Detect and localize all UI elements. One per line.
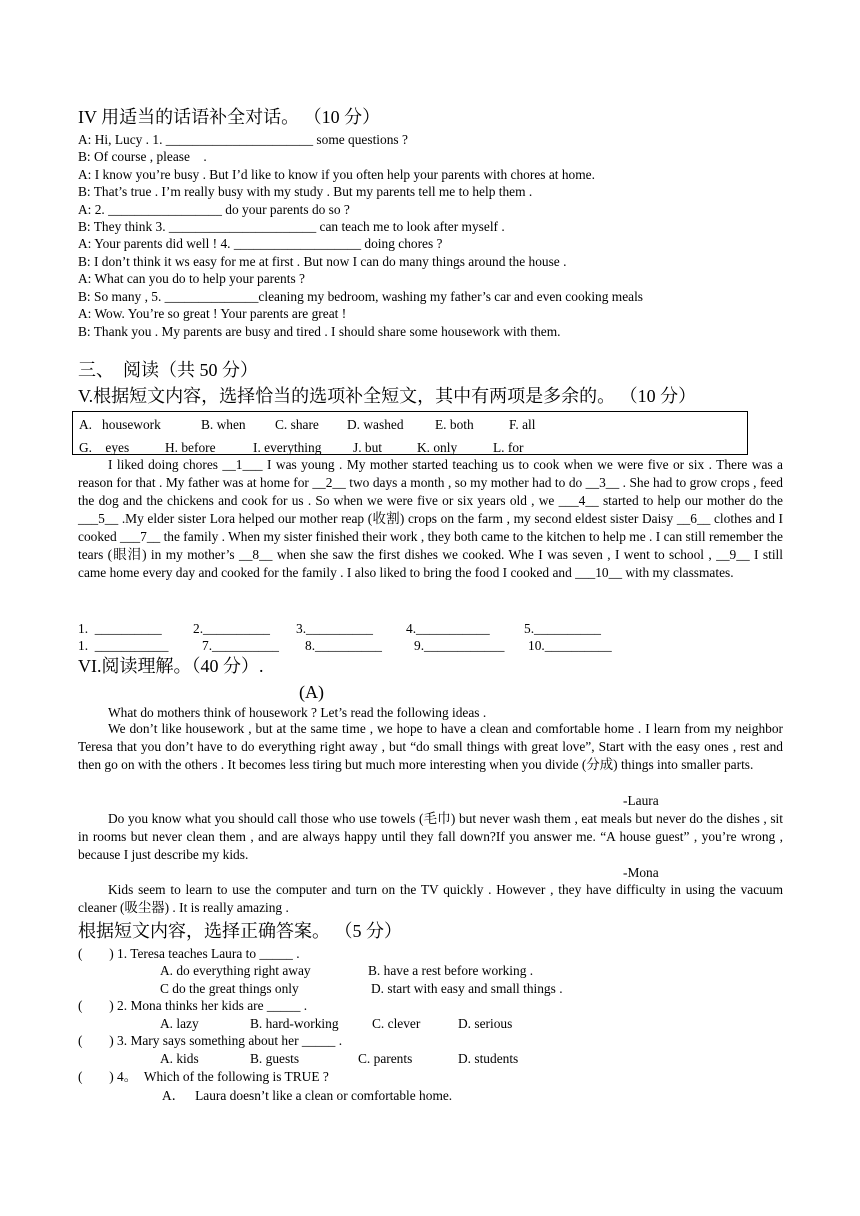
question-4: ( ) 4。 Which of the following is TRUE ? — [78, 1069, 329, 1084]
question-2: ( ) 2. Mona thinks her kids are _____ . — [78, 998, 308, 1013]
choice-option[interactable]: C do the great things only — [160, 981, 299, 996]
paragraph-mona: Do you know what you should call those who use towels (毛巾) but never wash them , eat meals but never do the dishes , sit in rooms but never clean them , and are always happy until they fall down?If you answer me. “A house guest” , you’re wrong , because I just describe my kids. — [78, 811, 783, 862]
answer-blank[interactable]: 1. __________ — [78, 621, 162, 636]
section-5-heading: V.根据短文内容，选择恰当的选项补全短文，其中有两项是多余的。 （10 分） — [78, 386, 697, 406]
dialogue-line: A: I know you’re busy . But I’d like to know if you often help your parents with chores at home. — [78, 167, 595, 182]
choice-option[interactable]: D. students — [458, 1051, 519, 1066]
word-option: B. when — [201, 417, 246, 432]
passage-intro: What do mothers think of housework ? Let’s read the following ideas . — [108, 705, 487, 720]
dialogue-line: B: So many , 5. ______________cleaning my bedroom, washing my father’s car and even cooking meals — [78, 289, 644, 304]
answer-blank[interactable]: 3.__________ — [296, 621, 373, 636]
dialogue-line: B: I don’t think it ws easy for me at first . But now I can do many things around the house . — [78, 254, 567, 269]
question-1: ( ) 1. Teresa teaches Laura to _____ . — [78, 946, 300, 961]
dialogue-line: B: Of course , please . — [78, 149, 207, 164]
choice-option[interactable]: B. guests — [250, 1051, 300, 1066]
answer-blank[interactable]: 7.__________ — [202, 638, 279, 653]
dialogue-line: A: Your parents did well ! 4. ___________________ doing chores ? — [78, 236, 443, 251]
choice-option[interactable]: A. do everything right away — [160, 963, 311, 978]
answer-blank[interactable]: 2.__________ — [193, 621, 270, 636]
questions-heading: 根据短文内容，选择正确答案。 （5 分） — [78, 921, 402, 941]
word-option: D. washed — [347, 417, 404, 432]
word-option: I. everything — [253, 440, 322, 455]
choice-option[interactable]: B. have a rest before working . — [368, 963, 534, 978]
section-4-heading: IV 用适当的话语补全对话。 （10 分） — [78, 107, 381, 127]
paragraph-laura: We don’t like housework , but at the same time , we hope to have a clean and comfortable home . I learn from my neighbor Teresa that you don’t have to do everything right away , but “do small things with great love”, Start with the easy ones , rest and then go on with the others . It becomes less tiring but much more interesting when you divide (分成) things into smaller parts. — [78, 721, 783, 772]
word-option: J. but — [353, 440, 383, 455]
dialogue-line: A: 2. _________________ do your parents do so ? — [78, 202, 350, 217]
answer-blank[interactable]: 5.__________ — [524, 621, 601, 636]
question-3: ( ) 3. Mary says something about her _____ . — [78, 1033, 343, 1048]
word-options-box — [72, 411, 748, 455]
choice-option[interactable]: D. serious — [458, 1016, 513, 1031]
dialogue-line: A: Wow. You’re so great ! Your parents are great ! — [78, 306, 347, 321]
word-option: G. eyes — [79, 440, 130, 455]
word-option: E. both — [435, 417, 474, 432]
dialogue-line: A: What can you do to help your parents ? — [78, 271, 305, 286]
choice-option[interactable]: B. hard-working — [250, 1016, 339, 1031]
answer-blank[interactable]: 1. ___________ — [78, 638, 169, 653]
dialogue-line: B: That’s true . I’m really busy with my study . But my parents tell me to help them . — [78, 184, 533, 199]
answer-blank[interactable]: 9.____________ — [414, 638, 505, 653]
dialogue-line: B: They think 3. ______________________ can teach me to look after myself . — [78, 219, 505, 234]
signature-mona: -Mona — [623, 865, 659, 880]
answer-blank[interactable]: 10.__________ — [528, 638, 612, 653]
section-6-heading: VI.阅读理解。（40 分）. — [78, 656, 264, 676]
signature-laura: -Laura — [623, 793, 659, 808]
paragraph-kids: Kids seem to learn to use the computer and turn on the TV quickly . However , they have difficulty in using the vacuum cleaner (吸尘器) . It is really amazing . — [78, 882, 783, 915]
passage-a-label: (A) — [299, 682, 324, 702]
answer-blank[interactable]: 8.__________ — [305, 638, 382, 653]
word-option: F. all — [509, 417, 536, 432]
word-option: A. housework — [79, 417, 161, 432]
choice-option[interactable]: C. parents — [358, 1051, 413, 1066]
dialogue-line: B: Thank you . My parents are busy and tired . I should share some housework with them. — [78, 324, 561, 339]
cloze-passage: I liked doing chores __1___ I was young . My mother started teaching us to cook when we were five or six . There was a reason for that . My father was at home for __2__ two days a month , so my mother had to do __3__ . She had to grow crops , feed the dog and the chickens and cook for us . So when we were five or six years old , we ___4__ started to help our mother do the ___5__ .My elder sister Lora helped our mother reap (收割) crops on the farm , my second eldest sister Daisy __6__ clothes and I cooked ___7__ the family . When my sister finished their work , they both came to the kitchen to help me . I can still remember the tears (眼泪) in my mother’s __8__ when she saw the first dishes we cooked. Whe I was seven , I went to school , __9__ I still came home every day and cooked for the family . I also liked to bring the food I cooked and ___10__ with my classmates. — [78, 457, 783, 580]
answer-blank[interactable]: 4.___________ — [406, 621, 490, 636]
dialogue-line: A: Hi, Lucy . 1. ______________________ some questions ? — [78, 132, 408, 147]
word-option: C. share — [275, 417, 319, 432]
choice-option[interactable]: D. start with easy and small things . — [371, 981, 563, 996]
choice-option[interactable]: A． Laura doesn’t like a clean or comfortable home. — [162, 1088, 453, 1103]
choice-option[interactable]: C. clever — [372, 1016, 421, 1031]
word-option: H. before — [165, 440, 216, 455]
choice-option[interactable]: A. kids — [160, 1051, 199, 1066]
word-option: K. only — [417, 440, 458, 455]
word-option: L. for — [493, 440, 524, 455]
part-3-heading: 三、 阅读（共 50 分） — [78, 360, 258, 380]
choice-option[interactable]: A. lazy — [160, 1016, 199, 1031]
